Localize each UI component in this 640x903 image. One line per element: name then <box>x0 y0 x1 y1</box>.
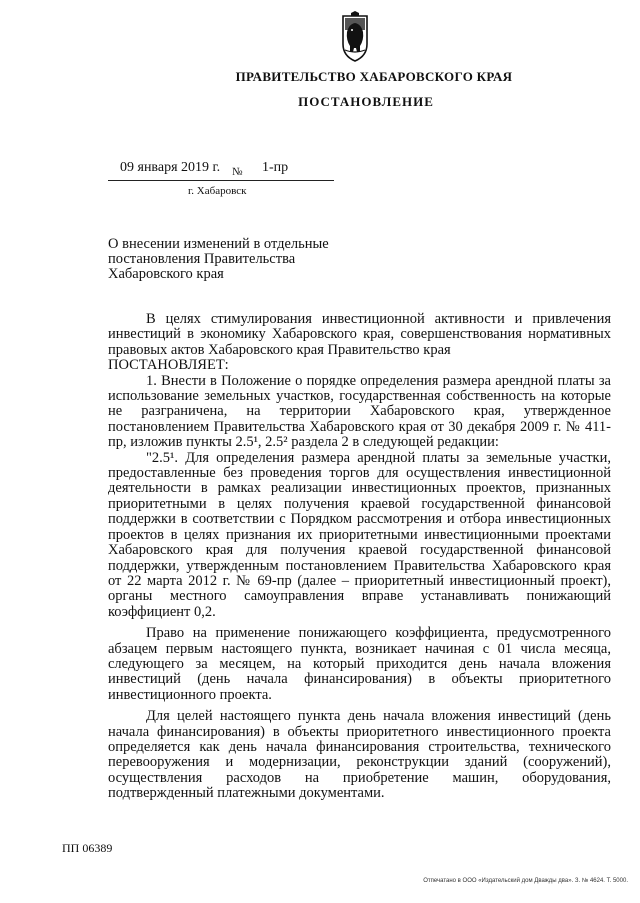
document-date: 09 января 2019 г. <box>120 160 221 175</box>
document-code: ПП 06389 <box>62 841 113 855</box>
date-underline <box>108 180 334 181</box>
item-1-paragraph: 1. Внести в Положение о порядке определения размера арендной платы за использование земельных участков, государственная собственность на которые не разграничена, на территории Хабаровского края, утвержденное постановлением Правительства Хабаровского края от 30 декабря 2009 г. № 411-пр, изложив пункты 2.5¹, 2.5² раздела 2 в следующей редакции: <box>108 372 611 451</box>
document-type-title: ПОСТАНОВЛЕНИЕ <box>298 94 434 109</box>
document-body <box>108 312 611 802</box>
coefficient-right-paragraph: Право на применение понижающего коэффициента, предусмотренного абзацем первым настоящего пункта, возникает начиная с 01 числа месяца, следующего за месяцем, на который приходится день начала вложения инвестиций (день начала финансирования) в объекты приоритетного инвестиционного проекта. <box>108 625 611 703</box>
coat-of-arms-icon <box>333 10 377 64</box>
document-subject: О внесении изменений в отдельные постановления Правительства Хабаровского края <box>108 236 329 282</box>
resolves-heading: ПОСТАНОВЛЯЕТ: <box>108 357 229 374</box>
number-sign: № <box>232 166 243 178</box>
clause-2-5-1-paragraph: "2.5¹. Для определения размера арендной платы за земельные участки, предоставленные без проведения торгов для осуществления инвестиционной деятельности в рамках реализации инвестиционных проектов, признанных приоритетными в целях получения краевой государственной финансовой поддержки в соответствии с Порядком рассмотрения и отбора инвестиционных проектов в целях признания их приоритетными инвестиционными проектами Хабаровского края для получения краевой государственной финансовой поддержки, утвержденным постановлением Правительства Хабаровского края от 22 марта 2012 г. № 69-пр (далее – приоритетный инвестиционный проект), органы местного самоуправления вправе устанавливать понижающий коэффициент 0,2. <box>108 449 611 620</box>
investment-start-paragraph: Для целей настоящего пункта день начала вложения инвестиций (день начала финансирования) в объекты приоритетного инвестиционного проекта определяется как день начала финансирования строительства, технического перевооружения и модернизации, реконструкции зданий (сооружений), осуществления расходов на приобретение машин, оборудования, подтвержденный платежными документами. <box>108 708 611 802</box>
document-city: г. Хабаровск <box>188 185 247 197</box>
document-number: 1-пр <box>262 160 289 175</box>
government-title: ПРАВИТЕЛЬСТВО ХАБАРОВСКОГО КРАЯ <box>235 69 513 84</box>
print-imprint: Отпечатано в ООО «Издательский дом Дважды два». З. № 4624. Т. 5000. <box>423 878 628 884</box>
preamble-paragraph: В целях стимулирования инвестиционной активности и привлечения инвестиций в экономику Хабаровского края, совершенствования нормативных правовых актов Хабаровского края Правительство края <box>108 311 611 358</box>
